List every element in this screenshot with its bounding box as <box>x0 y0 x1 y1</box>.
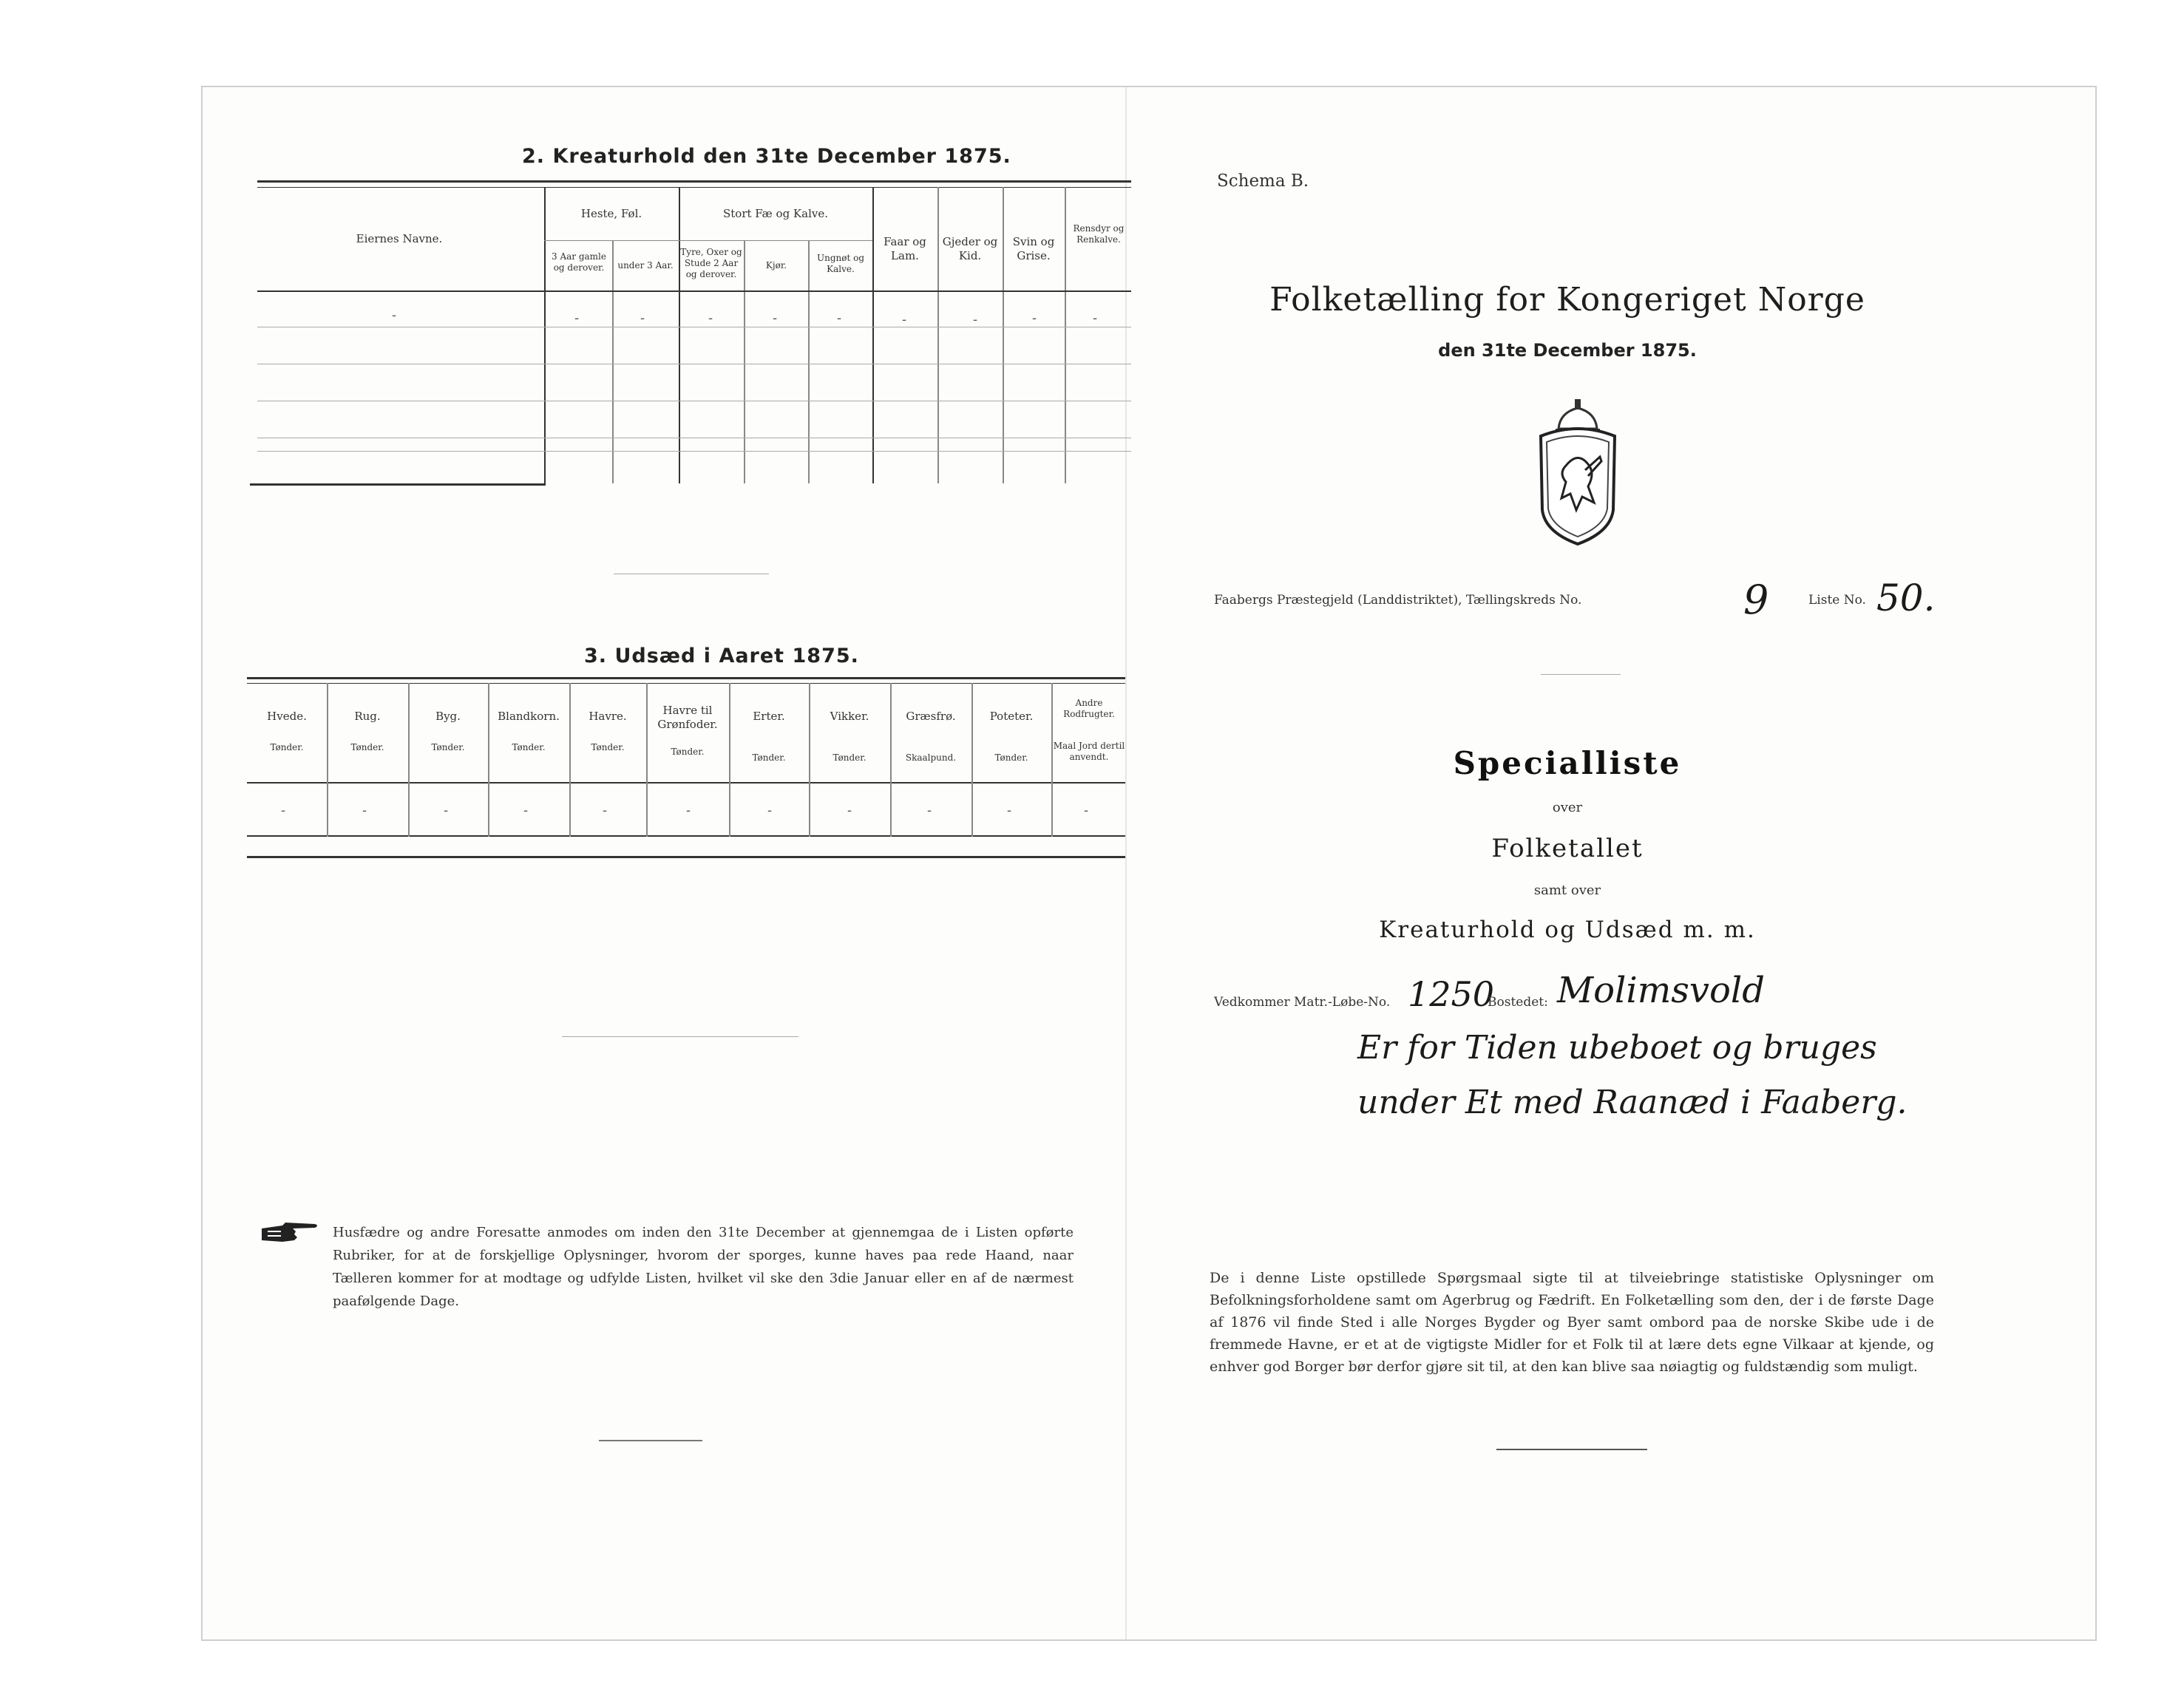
handwritten-note-line1: Er for Tiden ubeboet og bruges <box>1357 1029 1877 1067</box>
seed-col-unit: Tønder. <box>431 742 465 752</box>
row-mark: - <box>1007 803 1012 818</box>
divider <box>562 1036 798 1037</box>
divider <box>1541 674 1621 675</box>
sub-horses-old: 3 Aar gamle og derover. <box>552 251 606 273</box>
row-mark: - <box>973 312 978 327</box>
section3-title: 3. Udsæd i Aaret 1875. <box>584 645 859 667</box>
samt-over-label: samt over <box>1533 883 1601 898</box>
matr-label: Vedkommer Matr.-Løbe-No. <box>1214 995 1391 1010</box>
seed-col-name: Havre. <box>589 710 627 723</box>
census-sheet <box>201 86 2097 1641</box>
footnote: Husfædre og andre Foresatte anmodes om inden den 31te December at gjennemgaa de i Listen opførte Rubriker, for at de forskjellige Oplysninger, hvorom der sporges, kunne haves paa rede Haand, naar Tælleren kommer for at modtage og udfylde Listen, hvilket vil ske den 3die Januar eller en af de nærmest paafølgende Dage. <box>333 1225 1074 1309</box>
seed-col-unit: Tønder. <box>350 742 384 752</box>
row-mark: - <box>1032 310 1037 326</box>
seed-col-name: Græsfrø. <box>906 710 956 723</box>
group-horses: Heste, Føl. <box>580 207 642 220</box>
row-mark: - <box>574 310 580 326</box>
row-mark: - <box>1084 803 1089 818</box>
bosted-value: Molimsvold <box>1557 970 1765 1011</box>
col-owner-names: Eiernes Navne. <box>356 232 443 245</box>
schema-label: Schema B. <box>1217 171 1309 191</box>
special-list-title: Specialliste <box>1453 745 1682 781</box>
row-mark: - <box>640 310 645 326</box>
row-mark: - <box>927 803 932 818</box>
seed-col-name: Erter. <box>753 710 785 723</box>
list-label: Liste No. <box>1808 593 1866 608</box>
row-mark: - <box>837 310 842 326</box>
seed-col-unit: Skaalpund. <box>905 752 957 763</box>
row-mark: - <box>1093 310 1098 326</box>
sub-bulls: Tyre, Oxer og Stude 2 Aar og derover. <box>680 247 742 279</box>
over-label: over <box>1552 800 1583 815</box>
divider <box>1496 1449 1647 1450</box>
seed-col-name: Andre Rodfrugter. <box>1063 698 1115 719</box>
col-reindeer: Rensdyr og Renkalve. <box>1073 223 1125 245</box>
main-title: Folketælling for Kongeriget Norge <box>1269 281 1865 319</box>
kreaturhold-heading: Kreaturhold og Udsæd m. m. <box>1379 917 1756 943</box>
list-number: 50. <box>1876 577 1936 619</box>
bosted-label: Bostedet: <box>1488 995 1548 1010</box>
seed-col-unit: Tønder. <box>591 742 625 752</box>
row-mark: - <box>281 803 286 818</box>
col-sheep: Faar og Lam. <box>884 235 926 262</box>
seed-col-name: Blandkorn. <box>498 710 560 723</box>
seed-col-unit: Tønder. <box>994 752 1028 763</box>
sub-horses-young: under 3 Aar. <box>617 260 674 271</box>
seed-col-name: Vikker. <box>830 710 869 723</box>
district-prefix: Faabergs Præstegjeld (Landdistriktet), Tællingskreds No. <box>1214 593 1582 608</box>
seed-col-name: Hvede. <box>267 710 307 723</box>
col-goats: Gjeder og Kid. <box>942 235 998 262</box>
group-cattle: Stort Fæ og Kalve. <box>722 207 829 220</box>
pointing-hand-icon <box>260 1218 319 1248</box>
district-number: 9 <box>1743 577 1769 623</box>
coat-of-arms-emblem <box>1536 399 1619 547</box>
seed-col-name: Rug. <box>354 710 381 723</box>
row-mark: - <box>603 803 608 818</box>
row-mark: - <box>708 310 713 326</box>
date-line: den 31te December 1875. <box>1438 340 1697 361</box>
row-mark: - <box>523 803 529 818</box>
seed-col-unit: Tønder. <box>752 752 786 763</box>
section2-title: 2. Kreaturhold den 31te December 1875. <box>522 145 1011 168</box>
row-mark: - <box>392 307 397 323</box>
sub-young-cattle: Ungnøt og Kalve. <box>816 253 865 274</box>
row-mark: - <box>444 803 449 818</box>
matr-number: 1250 <box>1408 974 1495 1014</box>
row-mark: - <box>362 803 367 818</box>
page-fold <box>1125 87 1127 1639</box>
seed-col-name: Havre til Grønfoder. <box>657 704 718 731</box>
row-mark: - <box>902 312 907 327</box>
folketallet-heading: Folketallet <box>1491 834 1644 863</box>
col-pigs: Svin og Grise. <box>1012 235 1055 262</box>
handwritten-note-line2: under Et med Raanæd i Faaberg. <box>1357 1084 1907 1121</box>
row-mark: - <box>686 803 691 818</box>
bottom-note: De i denne Liste opstillede Spørgsmaal sigte til at tilveiebringe statistiske Oplysninger om Befolkningsforholdene samt om Agerbrug og Fædrift. En Folketælling som den, der i de første Dage af 1876 vil finde Sted i alle Norges Bygder og Byer samt ombord paa de norske Skibe ude i de fremmede Havne, er et at de vigtigste Midler for et Folk til at lære dets egne Vilkaar at kjende, og enhver god Borger bør derfor gjøre sit til, at den kan blive saa nøiagtig og fuldstændig som muligt. <box>1210 1270 1934 1375</box>
seed-col-unit: Tønder. <box>512 742 546 752</box>
seed-col-name: Byg. <box>435 710 461 723</box>
seed-col-name: Poteter. <box>989 710 1034 723</box>
seed-col-unit: Tønder. <box>671 747 705 757</box>
divider <box>599 1440 702 1441</box>
sub-cows: Kjør. <box>765 260 787 271</box>
seed-col-unit: Maal Jord dertil anvendt. <box>1053 741 1125 762</box>
row-mark: - <box>767 803 773 818</box>
seed-col-unit: Tønder. <box>270 742 304 752</box>
seed-col-unit: Tønder. <box>832 752 867 763</box>
row-mark: - <box>847 803 852 818</box>
row-mark: - <box>773 310 778 326</box>
